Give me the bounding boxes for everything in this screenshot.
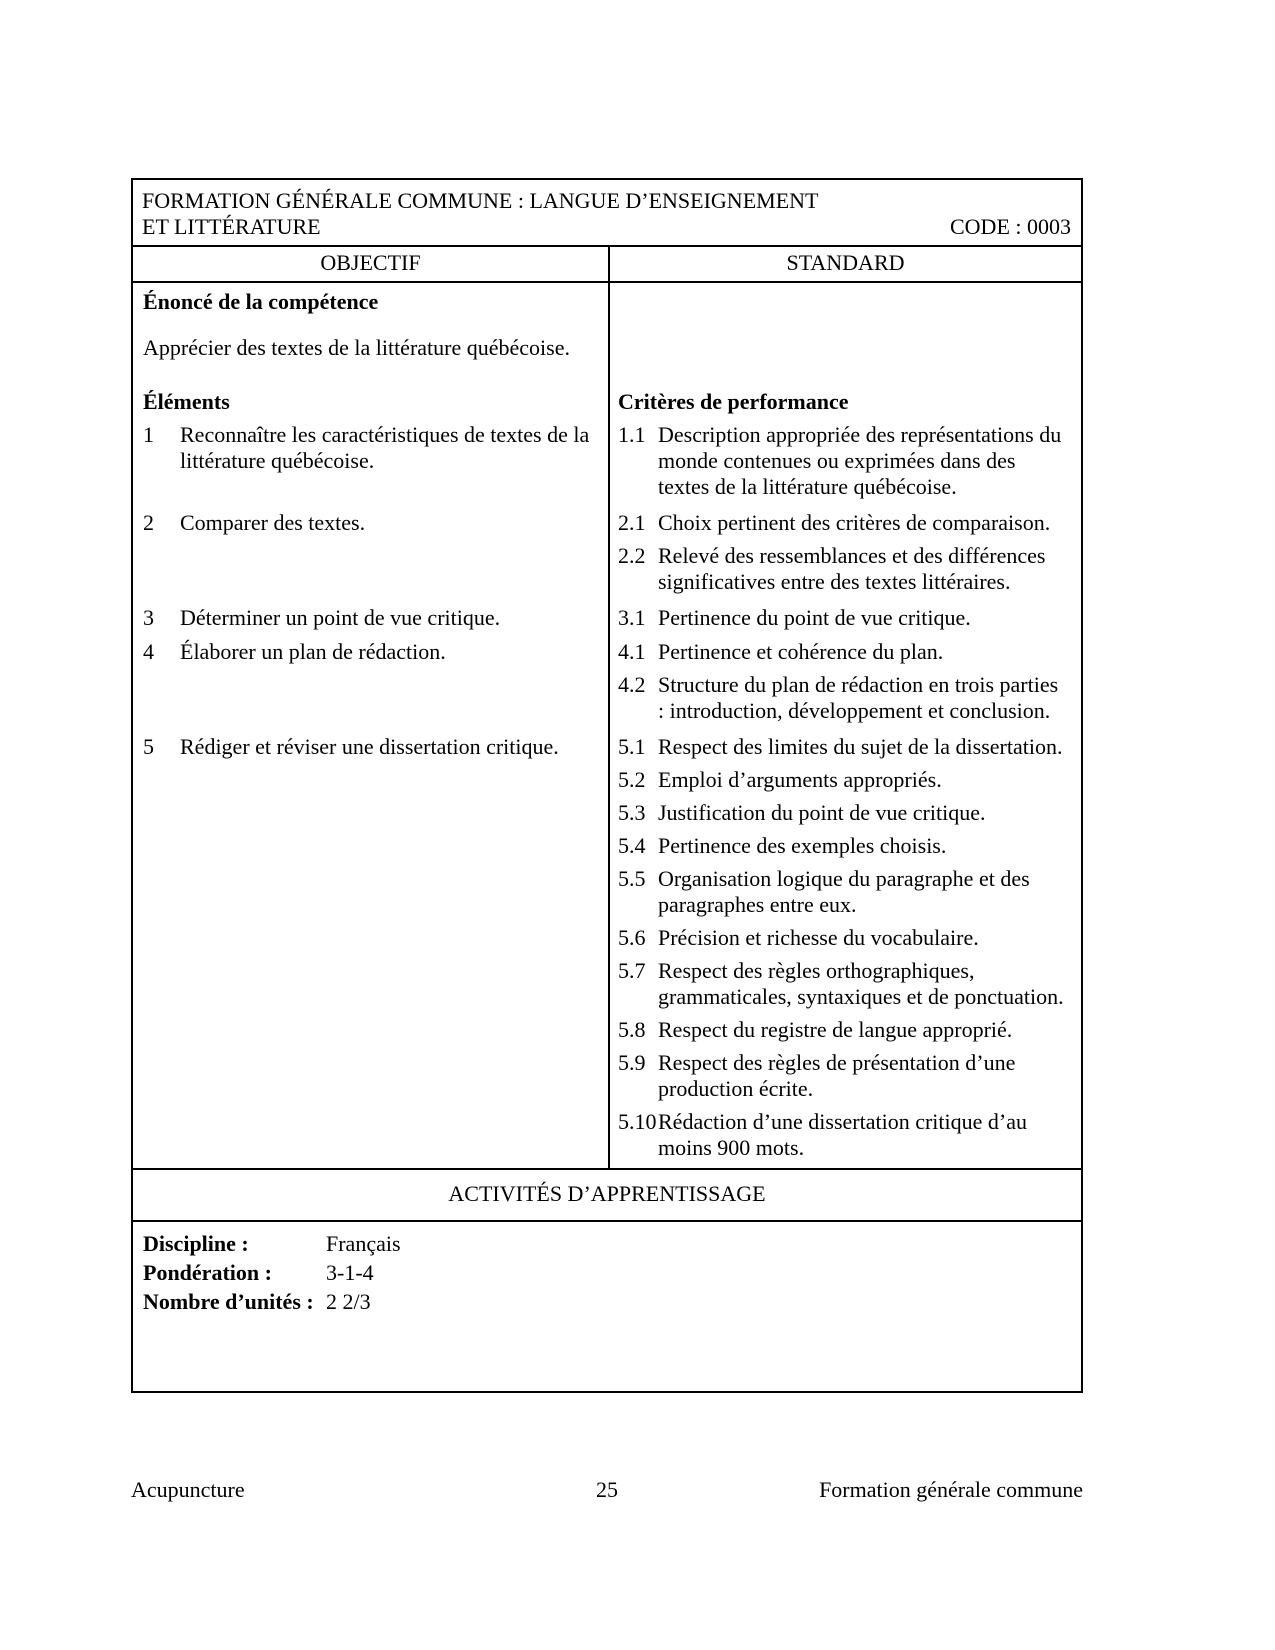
criteria-cell [610,510,1081,605]
criterion-number: 5.2 [618,767,646,792]
detail-label: Pondération : [143,1260,272,1285]
criterion-item [618,1109,1069,1161]
column-headers-row [133,245,1081,283]
criterion-item [618,800,1069,826]
criteria-cell [610,734,1081,1168]
criterion-item [618,958,1069,1010]
element-cell [133,422,610,510]
criterion-text: Pertinence du point de vue critique. [658,605,971,630]
elements-title: Éléments [143,389,230,414]
competency-table [131,178,1083,1393]
criterion-number: 5.9 [618,1050,646,1075]
element-text: Rédiger et réviser une dissertation critique. [180,734,559,759]
criterion-number: 2.1 [618,510,646,535]
element-number: 4 [143,639,154,664]
criterion-item [618,422,1069,500]
criterion-item [618,1017,1069,1043]
criterion-number: 4.2 [618,672,646,697]
criterion-text: Rédaction d’une dissertation critique d’au moins 900 mots. [658,1109,1027,1160]
criterion-item [618,866,1069,918]
criterion-item [618,734,1069,760]
detail-value: 3-1-4 [326,1260,374,1285]
criterion-item [618,1050,1069,1102]
activites-title: ACTIVITÉS D’APPRENTISSAGE [448,1181,766,1206]
criterion-item [618,543,1069,595]
row-subheadings [133,389,1081,422]
element-item [143,605,594,631]
criteria-cell [610,639,1081,734]
enonce-cell-right-empty [610,283,1081,389]
criterion-item [618,605,1069,631]
criterion-text: Respect des règles orthographiques, grammaticales, syntaxiques et de ponctuation. [658,958,1064,1009]
criteria-cell [610,422,1081,510]
enonce-title: Énoncé de la compétence [143,289,379,314]
detail-value: Français [326,1231,401,1256]
detail-value: 2 2/3 [326,1289,371,1314]
criterion-number: 5.6 [618,925,646,950]
table-header [133,180,1081,245]
program-title-line2: ET LITTÉRATURE [142,214,321,239]
criterion-text: Relevé des ressemblances et des différences significatives entre des textes littéraires. [658,543,1046,594]
criterion-text: Organisation logique du paragraphe et des paragraphes entre eux. [658,866,1030,917]
table-row [133,734,1081,1168]
criterion-number: 5.5 [618,866,646,891]
criterion-text: Respect des règles de présentation d’une production écrite. [658,1050,1016,1101]
criterion-text: Respect du registre de langue approprié. [658,1017,1013,1042]
criterion-item [618,767,1069,793]
element-cell [133,639,610,734]
element-cell [133,734,610,1168]
element-text: Déterminer un point de vue critique. [180,605,501,630]
elements-heading-cell [133,389,610,422]
criteres-heading-cell [610,389,1081,422]
criterion-number: 3.1 [618,605,646,630]
course-details [133,1222,1081,1391]
footer-section-name: Formation générale commune [819,1477,1083,1502]
criterion-text: Description appropriée des représentations du monde contenues ou exprimées dans des textes de la littérature québécoise. [658,422,1062,499]
course-code: CODE : 0003 [950,214,1071,239]
criterion-text: Respect des limites du sujet de la dissertation. [658,734,1063,759]
criterion-number: 5.10 [618,1109,657,1134]
table-row [133,510,1081,605]
element-text: Élaborer un plan de rédaction. [180,639,446,664]
page-number: 25 [595,1477,618,1502]
detail-row-unites [143,1287,1071,1316]
detail-row-discipline [143,1229,1071,1258]
enonce-cell [133,283,610,389]
criterion-number: 5.7 [618,958,646,983]
element-number: 5 [143,734,154,759]
criterion-number: 1.1 [618,422,646,447]
criterion-text: Justification du point de vue critique. [658,800,986,825]
criterion-item [618,925,1069,951]
element-number: 3 [143,605,154,630]
detail-label: Discipline : [143,1231,249,1256]
column-header-objectif: OBJECTIF [133,247,610,281]
criterion-text: Précision et richesse du vocabulaire. [658,925,979,950]
element-text: Comparer des textes. [180,510,366,535]
activites-banner [133,1168,1081,1222]
criterion-number: 5.1 [618,734,646,759]
criterion-text: Emploi d’arguments appropriés. [658,767,942,792]
footer-program-name: Acupuncture [131,1477,245,1502]
table-row [133,605,1081,639]
enonce-text: Apprécier des textes de la littérature québécoise. [143,335,570,360]
criterion-text: Choix pertinent des critères de comparaison. [658,510,1051,535]
element-cell [133,510,610,605]
criterion-item [618,833,1069,859]
detail-row-ponderation [143,1258,1071,1287]
criterion-number: 5.4 [618,833,646,858]
criterion-number: 2.2 [618,543,646,568]
program-title-line2-row [142,214,1071,240]
element-number: 2 [143,510,154,535]
column-header-standard: STANDARD [786,250,905,275]
element-item [143,510,594,536]
criterion-item [618,510,1069,536]
table-row [133,422,1081,510]
criterion-number: 4.1 [618,639,646,664]
criteres-title: Critères de performance [618,389,849,414]
element-item [143,639,594,665]
element-number: 1 [143,422,154,447]
page-footer [131,1477,1083,1503]
criterion-text: Pertinence des exemples choisis. [658,833,947,858]
element-text: Reconnaître les caractéristiques de textes de la littérature québécoise. [180,422,590,473]
detail-label: Nombre d’unités : [143,1289,314,1314]
element-cell [133,605,610,639]
criterion-number: 5.3 [618,800,646,825]
table-row [133,639,1081,734]
criterion-text: Pertinence et cohérence du plan. [658,639,944,664]
element-item [143,422,594,474]
program-title-line1: FORMATION GÉNÉRALE COMMUNE : LANGUE D’ENSEIGNEMENT [142,188,819,213]
table-body [133,283,1081,1168]
criteria-cell [610,605,1081,639]
element-item [143,734,594,760]
row-enonce [133,283,1081,389]
criterion-item [618,639,1069,665]
criterion-item [618,672,1069,724]
criterion-text: Structure du plan de rédaction en trois parties : introduction, développement et conclusion. [658,672,1059,723]
criterion-number: 5.8 [618,1017,646,1042]
